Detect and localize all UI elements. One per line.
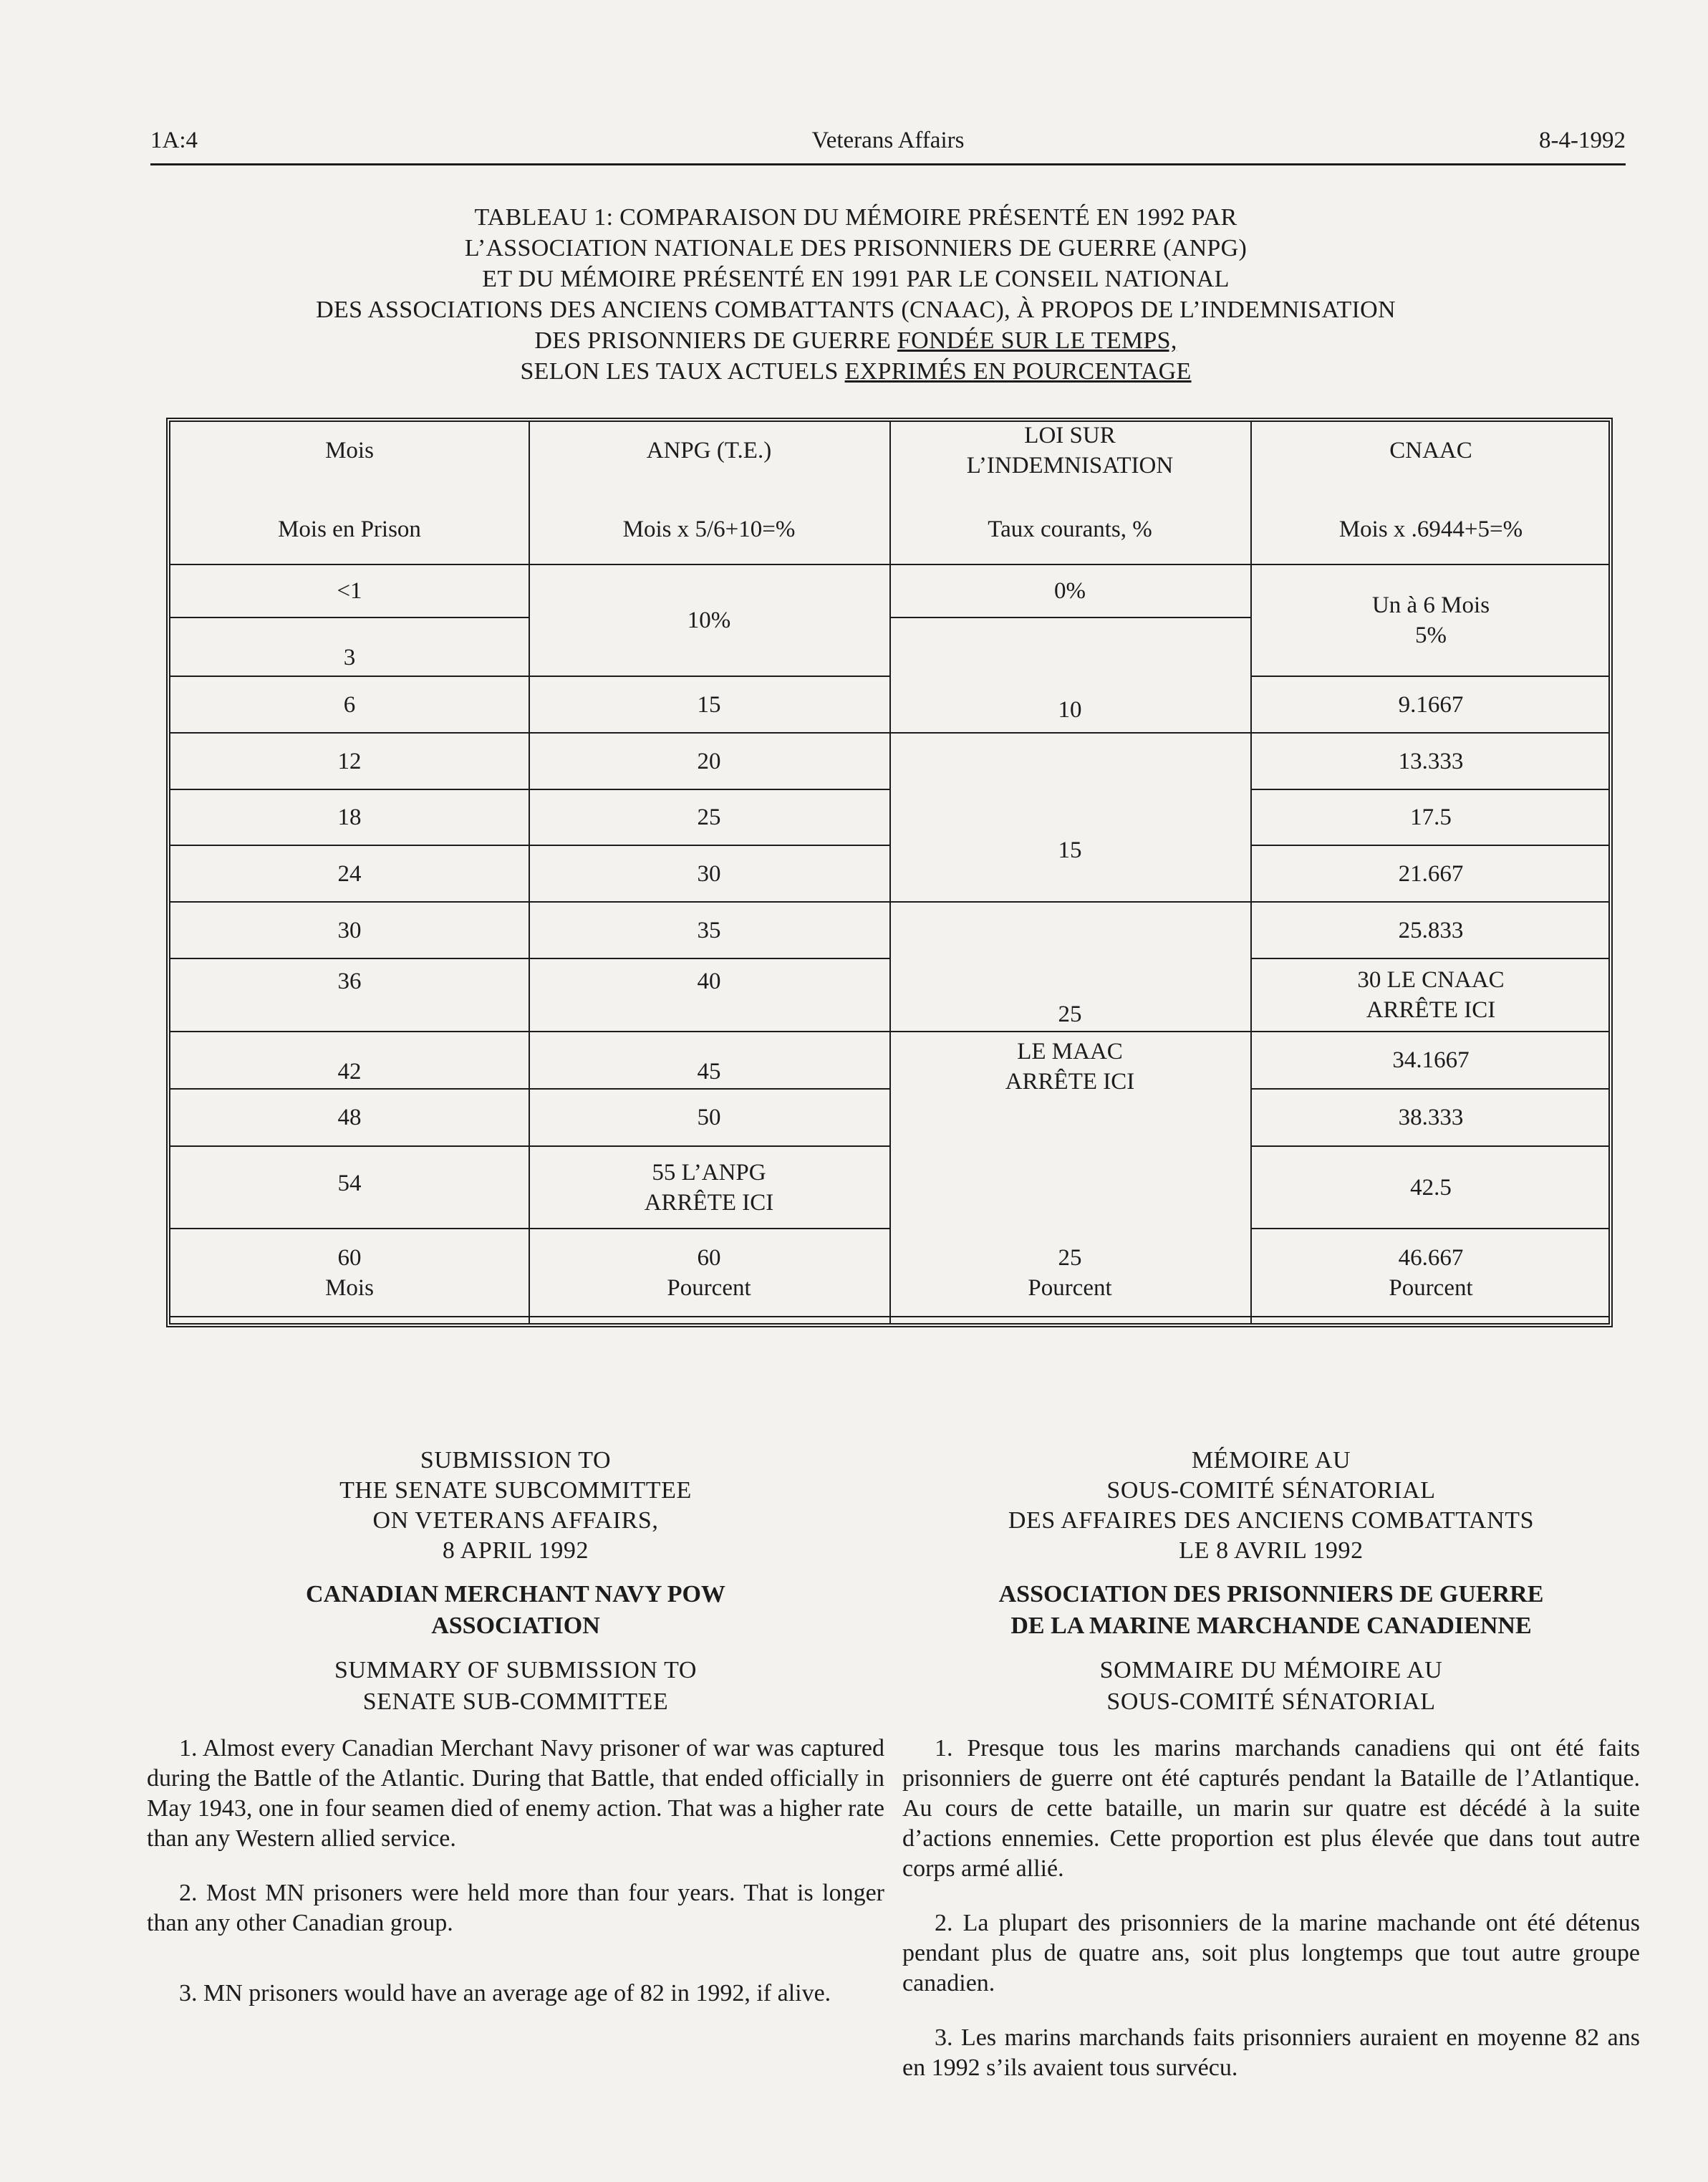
- col-subheader: [170, 501, 529, 558]
- months-cell: [170, 1090, 529, 1145]
- cell-text: 6: [343, 691, 356, 718]
- header-text: Mois: [325, 438, 374, 463]
- cell-text: 55 L’ANPG: [652, 1159, 766, 1186]
- paragraph: 1. Presque tous les marins marchands canadiens qui ont été faits prisonniers de guerre ont été capturés pendant la Bataille de l’Atlantique. Au cours de cette bataille, un marin sur quatre est décédé à la suite d’actions ennemies. Cette proportion est plus élevée que dans tout autre corps armé allié.: [902, 1735, 1640, 1882]
- heading-line: ON VETERANS AFFAIRS,: [372, 1507, 659, 1534]
- cell-text: 20: [697, 748, 721, 774]
- cell-text: 3: [343, 645, 356, 671]
- anpg-cell: [529, 1147, 889, 1228]
- header-text: CNAAC: [1389, 438, 1472, 463]
- cell-text: 25.833: [1398, 917, 1464, 943]
- cnaac-cell: [1250, 565, 1611, 676]
- col-header-loi: [889, 422, 1250, 479]
- cell-text: 0%: [1054, 578, 1086, 604]
- title-text: SELON LES TAUX ACTUELS: [520, 358, 845, 385]
- cell-text: 50: [697, 1105, 721, 1130]
- cell-text: 18: [337, 804, 362, 830]
- comparison-table: [166, 418, 1613, 1327]
- col-subheader: [529, 501, 889, 558]
- cell-text: 10%: [687, 607, 731, 633]
- months-cell: [170, 1147, 529, 1228]
- months-cell: [170, 565, 529, 617]
- title-line: L’ASSOCIATION NATIONALE DES PRISONNIERS DE GUERRE (ANPG): [464, 235, 1248, 261]
- months-cell: [170, 677, 529, 732]
- anpg-cell: [529, 565, 889, 676]
- summary-line: SOMMAIRE DU MÉMOIRE AU: [1099, 1657, 1443, 1683]
- anpg-cell: [529, 959, 889, 1031]
- loi-cell: [889, 618, 1250, 732]
- heading-line: SOUS-COMITÉ SÉNATORIAL: [1106, 1477, 1436, 1504]
- cnaac-cell: [1250, 1090, 1611, 1145]
- title-line: [143, 356, 1568, 387]
- heading-line: DES AFFAIRES DES ANCIENS COMBATTANTS: [1008, 1507, 1535, 1534]
- header-text: LOI SUR: [1024, 423, 1116, 448]
- cell-text: 21.667: [1398, 860, 1464, 887]
- cell-text: 45: [697, 1059, 721, 1085]
- anpg-cell: [529, 1032, 889, 1088]
- cell-text: 42: [337, 1059, 362, 1085]
- cell-text: 42.5: [1410, 1174, 1452, 1201]
- summary-heading: [147, 1655, 884, 1718]
- org-line: ASSOCIATION DES PRISONNIERS DE GUERRE: [998, 1581, 1544, 1607]
- cnaac-cell: [1250, 959, 1611, 1031]
- anpg-cell: [529, 1229, 889, 1316]
- loi-cell: [889, 734, 1250, 901]
- heading-line: MÉMOIRE AU: [1191, 1447, 1351, 1474]
- title-line: TABLEAU 1: COMPARAISON DU MÉMOIRE PRÉSENTÉ EN 1992 PAR: [474, 204, 1237, 231]
- cell-text: 46.667: [1398, 1244, 1464, 1271]
- subheader-text: Mois x 5/6+10=%: [622, 516, 796, 542]
- title-line: ET DU MÉMOIRE PRÉSENTÉ EN 1991 PAR LE CONSEIL NATIONAL: [482, 266, 1230, 292]
- english-column: [147, 1446, 884, 2033]
- cell-text: 9.1667: [1398, 691, 1464, 718]
- months-cell: [170, 1229, 529, 1316]
- org-line: CANADIAN MERCHANT NAVY POW: [306, 1581, 725, 1607]
- paragraph: 3. MN prisoners would have an average age of 82 in 1992, if alive.: [179, 1980, 831, 2006]
- col-subheader: [889, 501, 1250, 558]
- cell-text: 17.5: [1410, 804, 1452, 830]
- cnaac-cell: [1250, 677, 1611, 732]
- heading-line: LE 8 AVRIL 1992: [1179, 1537, 1364, 1564]
- loi-cell: [889, 1229, 1250, 1316]
- summary-heading: [902, 1655, 1640, 1718]
- cell-text: 35: [697, 917, 721, 943]
- cell-text: 12: [337, 748, 362, 774]
- submission-heading: [147, 1446, 884, 1566]
- page-id: 1A:4: [150, 128, 198, 153]
- cell-text: 48: [337, 1105, 362, 1130]
- cell-text: 30: [337, 917, 362, 943]
- cell-text: 60: [337, 1244, 362, 1271]
- summary-line: SUMMARY OF SUBMISSION TO: [334, 1657, 697, 1683]
- cell-unit: Pourcent: [1028, 1274, 1112, 1301]
- table-title: [143, 202, 1568, 387]
- cell-text: 13.333: [1398, 748, 1464, 774]
- cnaac-cell: [1250, 846, 1611, 901]
- heading-line: 8 APRIL 1992: [442, 1537, 589, 1564]
- cell-text: 30: [697, 860, 721, 887]
- heading-line: THE SENATE SUBCOMMITTEE: [339, 1477, 692, 1504]
- paragraph: 2. Most MN prisoners were held more than four years. That is longer than any other Canadian group.: [147, 1880, 884, 1936]
- french-column: [902, 1446, 1640, 2107]
- paragraph: 2. La plupart des prisonniers de la marine machande ont été détenus pendant plus de quatre ans, soit plus longtemps que tout autre groupe canadien.: [902, 1910, 1640, 1996]
- subheader-text: Taux courants, %: [988, 516, 1152, 542]
- cell-text: 10: [1058, 697, 1082, 723]
- months-cell: [170, 618, 529, 676]
- cell-unit: Pourcent: [667, 1274, 751, 1301]
- loi-cell: [889, 565, 1250, 617]
- title-line: DES ASSOCIATIONS DES ANCIENS COMBATTANTS (CNAAC), À PROPOS DE L’INDEMNISATION: [316, 297, 1396, 323]
- months-cell: [170, 1032, 529, 1088]
- col-header-anpg: [529, 422, 889, 479]
- loi-cell: [889, 903, 1250, 1031]
- anpg-cell: [529, 677, 889, 732]
- cell-text: 36: [337, 969, 362, 994]
- cnaac-cell: [1250, 1032, 1611, 1088]
- cell-text: ARRÊTE ICI: [1366, 997, 1496, 1023]
- cell-unit: Pourcent: [1389, 1274, 1473, 1301]
- summary-line: SOUS-COMITÉ SÉNATORIAL: [1106, 1688, 1436, 1715]
- org-line: ASSOCIATION: [431, 1613, 600, 1639]
- title-line: [143, 325, 1568, 356]
- months-cell: [170, 734, 529, 789]
- cell-text: 25: [1058, 1244, 1082, 1271]
- loi-cell: [889, 1032, 1250, 1229]
- cell-text: 5%: [1415, 623, 1447, 648]
- paragraph: 3. Les marins marchands faits prisonniers auraient en moyenne 82 ans en 1992 s’ils avaient tous survécu.: [902, 2024, 1640, 2081]
- col-subheader: [1250, 501, 1611, 558]
- cell-text: LE MAAC: [1017, 1039, 1123, 1064]
- cnaac-cell: [1250, 1147, 1611, 1228]
- title-underlined-text: EXPRIMÉS EN POURCENTAGE: [844, 358, 1192, 385]
- running-title: Veterans Affairs: [811, 128, 965, 153]
- cell-text: 38.333: [1398, 1105, 1464, 1130]
- organization-name: [147, 1579, 884, 1642]
- cell-unit: Mois: [325, 1274, 374, 1301]
- title-text: DES PRISONNIERS DE GUERRE: [534, 327, 897, 354]
- cnaac-cell: [1250, 734, 1611, 789]
- page-header: [150, 128, 1626, 165]
- paragraph: 1. Almost every Canadian Merchant Navy prisoner of war was captured during the Battle of the Atlantic. During that Battle, that ended officially in May 1943, one in four seamen died of enemy action. That was a higher rate than any Western allied service.: [147, 1735, 884, 1852]
- cell-text: 25: [1058, 1001, 1082, 1027]
- cell-text: 54: [337, 1171, 362, 1196]
- col-header-cnaac: [1250, 422, 1611, 479]
- subheader-text: Mois en Prison: [278, 516, 421, 542]
- months-cell: [170, 846, 529, 901]
- cell-text: <1: [337, 578, 362, 604]
- cell-text: 40: [697, 969, 721, 994]
- header-text: L’INDEMNISATION: [966, 453, 1174, 479]
- header-text: ANPG (T.E.): [646, 438, 772, 463]
- cell-text: ARRÊTE ICI: [644, 1189, 774, 1216]
- cnaac-cell: [1250, 790, 1611, 845]
- org-line: DE LA MARINE MARCHANDE CANADIENNE: [1010, 1613, 1532, 1639]
- summary-line: SENATE SUB-COMMITTEE: [362, 1688, 669, 1715]
- cell-text: 15: [1058, 837, 1082, 863]
- header-rule: [150, 163, 1626, 165]
- submission-heading: [902, 1446, 1640, 1566]
- anpg-cell: [529, 1090, 889, 1145]
- months-cell: [170, 790, 529, 845]
- anpg-cell: [529, 734, 889, 789]
- cell-text: 24: [337, 860, 362, 887]
- cell-text: 30 LE CNAAC: [1357, 967, 1505, 993]
- organization-name: [902, 1579, 1640, 1642]
- subheader-text: Mois x .6944+5=%: [1338, 516, 1523, 542]
- cell-text: 60: [697, 1244, 721, 1271]
- page-date: 8-4-1992: [1539, 128, 1626, 153]
- heading-line: SUBMISSION TO: [420, 1447, 612, 1474]
- cell-text: ARRÊTE ICI: [1005, 1069, 1135, 1095]
- months-cell: [170, 959, 529, 1031]
- anpg-cell: [529, 903, 889, 958]
- anpg-cell: [529, 846, 889, 901]
- title-underlined-text: FONDÉE SUR LE TEMPS,: [897, 327, 1177, 354]
- col-header-mois: [170, 422, 529, 479]
- months-cell: [170, 903, 529, 958]
- cnaac-cell: [1250, 903, 1611, 958]
- row-divider: [170, 1316, 1608, 1317]
- anpg-cell: [529, 790, 889, 845]
- cell-text: 34.1667: [1392, 1047, 1470, 1073]
- cell-text: 25: [697, 804, 721, 830]
- cnaac-cell: [1250, 1229, 1611, 1316]
- cell-text: 15: [697, 691, 721, 718]
- cell-text: Un à 6 Mois: [1371, 592, 1490, 618]
